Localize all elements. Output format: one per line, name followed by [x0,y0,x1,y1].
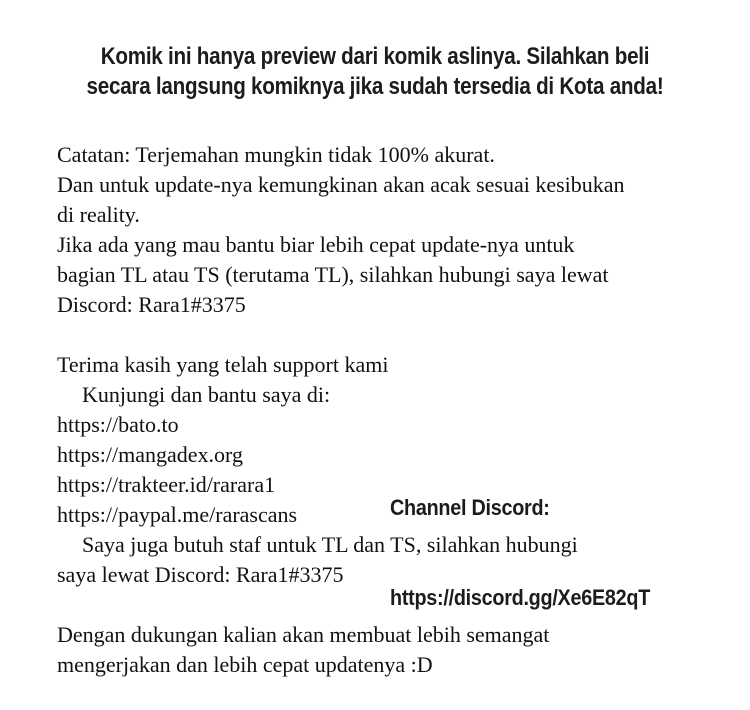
link-bato[interactable]: https://bato.to [57,412,179,437]
discord-channel-box [390,433,650,643]
note-line-update-schedule-2: di reality. [57,202,140,227]
paragraph-spacer [57,320,717,350]
visit-prompt-line: Kunjungi dan bantu saya di: [82,382,331,407]
note-line-update-schedule: Dan untuk update-nya kemungkinan akan acak sesuai kesibukan [57,172,625,197]
staff-recruit-line-2: saya lewat Discord: Rara1#3375 [57,562,344,587]
heading-line-1: Komik ini hanya preview dari komik aslinya. Silahkan beli [100,43,650,70]
note-line-help-request-2: bagian TL atau TS (terutama TL), silahkan hubungi saya lewat [57,262,609,287]
note-line-help-request: Jika ada yang mau bantu biar lebih cepat update-nya untuk [57,232,575,257]
link-paypal[interactable]: https://paypal.me/rarascans [57,502,298,527]
preview-notice-heading [53,42,698,102]
discord-channel-label: Channel Discord: [390,495,550,520]
link-trakteer[interactable]: https://trakteer.id/rarara1 [57,472,276,497]
heading-line-2: secara langsung komiknya jika sudah tersedia di Kota anda! [86,73,664,100]
discord-contact-handle: Discord: Rara1#3375 [57,292,246,317]
thanks-line: Terima kasih yang telah support kami [57,352,389,377]
staff-recruit-line: Saya juga butuh staf untuk TL dan TS, silahkan hubungi [82,532,578,557]
closing-line-2: mengerjakan dan lebih cepat updatenya :D [57,652,433,677]
link-mangadex[interactable]: https://mangadex.org [57,442,243,467]
closing-line: Dengan dukungan kalian akan membuat lebih semangat [57,622,550,647]
discord-invite-link[interactable]: https://discord.gg/Xe6E82qT [390,585,651,610]
note-line-accuracy: Catatan: Terjemahan mungkin tidak 100% akurat. [57,142,495,167]
